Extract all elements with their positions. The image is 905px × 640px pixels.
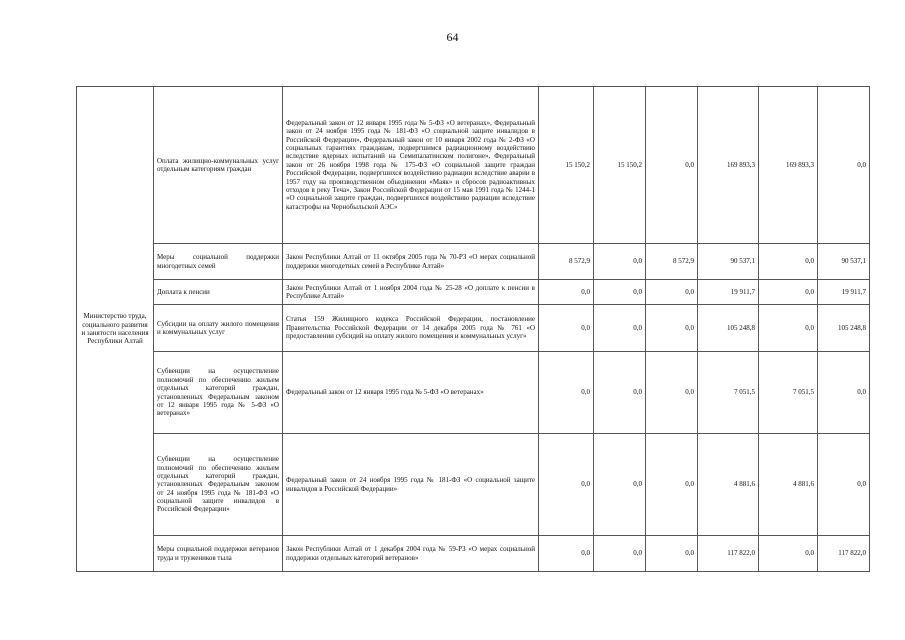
- value-cell: 19 911,7: [818, 280, 870, 305]
- value-cell: 0,0: [646, 87, 698, 244]
- value-cell: 0,0: [646, 434, 698, 536]
- value-cell: 19 911,7: [698, 280, 759, 305]
- value-cell: 0,0: [646, 305, 698, 352]
- value-cell: 7 051,5: [759, 352, 818, 434]
- value-cell: 105 248,8: [818, 305, 870, 352]
- value-cell: 0,0: [759, 305, 818, 352]
- value-cell: 8 572,9: [539, 244, 594, 280]
- value-cell: 0,0: [759, 536, 818, 572]
- value-cell: 0,0: [759, 280, 818, 305]
- legal-basis: Федеральный закон от 12 января 1995 года № 5-ФЗ «О ветеранах», Федеральный закон от 24 ноября 1995 года № 181-ФЗ «О социальной защите инвалидов в Российской Федерации», Федеральный закон от 10 января 2002 года № 2-ФЗ «О социальных гарантиях гражданам, подвергшимся радиационному воздействию вследствие ядерных испытаний на Семипалатинском полигоне», Федеральный закон от 26 ноября 1998 года № 175-ФЗ «О социальной защите граждан Российской Федерации, подвергшихся воздействию радиации вследствие аварии в 1957 году на производственном объединении «Маяк» и сбросов радиоактивных отходов в реку Теча», Закон Российской Федерации от 15 мая 1991 года № 1244-1 «О социальной защите граждан, подвергшихся воздействию радиации вследствие катастрофы на Чернобыльской АЭС»: [283, 87, 539, 244]
- legal-basis: Статья 159 Жилищного кодекса Российской Федерации, постановление Правительства Российской Федерации от 14 декабря 2005 года № 761 «О предоставлении субсидий на оплату жилого помещения и коммунальных услуг»: [283, 305, 539, 352]
- expense-name: Оплата жилищно-коммунальных услуг отдельным категориям граждан: [154, 87, 283, 244]
- expense-name: Меры социальной поддержки ветеранов труда и тружеников тыла: [154, 536, 283, 572]
- value-cell: 117 822,0: [698, 536, 759, 572]
- value-cell: 8 572,9: [646, 244, 698, 280]
- expense-name: Доплата к пенсии: [154, 280, 283, 305]
- page-number: 64: [446, 30, 459, 44]
- value-cell: 0,0: [646, 280, 698, 305]
- value-cell: 15 150,2: [594, 87, 646, 244]
- value-cell: 0,0: [594, 434, 646, 536]
- table-row: [77, 87, 870, 244]
- table-row: [77, 536, 870, 572]
- value-cell: 0,0: [594, 244, 646, 280]
- table-row: [77, 305, 870, 352]
- value-cell: 4 881,6: [698, 434, 759, 536]
- budget-table: [76, 86, 870, 572]
- value-cell: 0,0: [594, 305, 646, 352]
- value-cell: 0,0: [539, 352, 594, 434]
- value-cell: 0,0: [539, 536, 594, 572]
- value-cell: 4 881,6: [759, 434, 818, 536]
- value-cell: 0,0: [818, 352, 870, 434]
- ministry-cell: Министерство труда, социального развития и занятости населения Республики Алтай: [77, 87, 154, 572]
- table-row: [77, 434, 870, 536]
- table-row: [77, 280, 870, 305]
- value-cell: 0,0: [818, 87, 870, 244]
- expense-name: Меры социальной поддержки многодетных семей: [154, 244, 283, 280]
- value-cell: 169 893,3: [698, 87, 759, 244]
- value-cell: 0,0: [539, 280, 594, 305]
- legal-basis: Федеральный закон от 24 ноября 1995 года № 181-ФЗ «О социальной защите инвалидов в Российской Федерации»: [283, 434, 539, 536]
- value-cell: 0,0: [594, 352, 646, 434]
- value-cell: 7 051,5: [698, 352, 759, 434]
- expense-name: Субвенции на осуществление полномочий по обеспечению жильем отдельных категорий граждан, установленных Федеральным законом от 24 ноября 1995 года № 181-ФЗ «О социальной защите инвалидов в Российской Федерации»: [154, 434, 283, 536]
- legal-basis: Закон Республики Алтай от 1 ноября 2004 года № 25-28 «О доплате к пенсии в Республике Алтай»: [283, 280, 539, 305]
- value-cell: 169 893,3: [759, 87, 818, 244]
- legal-basis: Закон Республики Алтай от 11 октября 2005 года № 70-РЗ «О мерах социальной поддержки многодетных семей в Республике Алтай»: [283, 244, 539, 280]
- legal-basis: Федеральный закон от 12 января 1995 года № 5-ФЗ «О ветеранах»: [283, 352, 539, 434]
- value-cell: 0,0: [539, 305, 594, 352]
- legal-basis: Закон Республики Алтай от 1 декабря 2004 года № 59-РЗ «О мерах социальной поддержки отдельных категорий ветеранов»: [283, 536, 539, 572]
- table-row: [77, 352, 870, 434]
- value-cell: 0,0: [594, 280, 646, 305]
- value-cell: 105 248,8: [698, 305, 759, 352]
- table-row: [77, 244, 870, 280]
- value-cell: 0,0: [539, 434, 594, 536]
- value-cell: 90 537,1: [818, 244, 870, 280]
- value-cell: 0,0: [759, 244, 818, 280]
- value-cell: 0,0: [818, 434, 870, 536]
- expense-name: Субсидии на оплату жилого помещения и коммунальных услуг: [154, 305, 283, 352]
- value-cell: 0,0: [594, 536, 646, 572]
- value-cell: 117 822,0: [818, 536, 870, 572]
- expense-name: Субвенции на осуществление полномочий по обеспечению жильем отдельных категорий граждан, установленных Федеральным законом от 12 января 1995 года № 5-ФЗ «О ветеранах»: [154, 352, 283, 434]
- value-cell: 90 537,1: [698, 244, 759, 280]
- value-cell: 15 150,2: [539, 87, 594, 244]
- value-cell: 0,0: [646, 536, 698, 572]
- value-cell: 0,0: [646, 352, 698, 434]
